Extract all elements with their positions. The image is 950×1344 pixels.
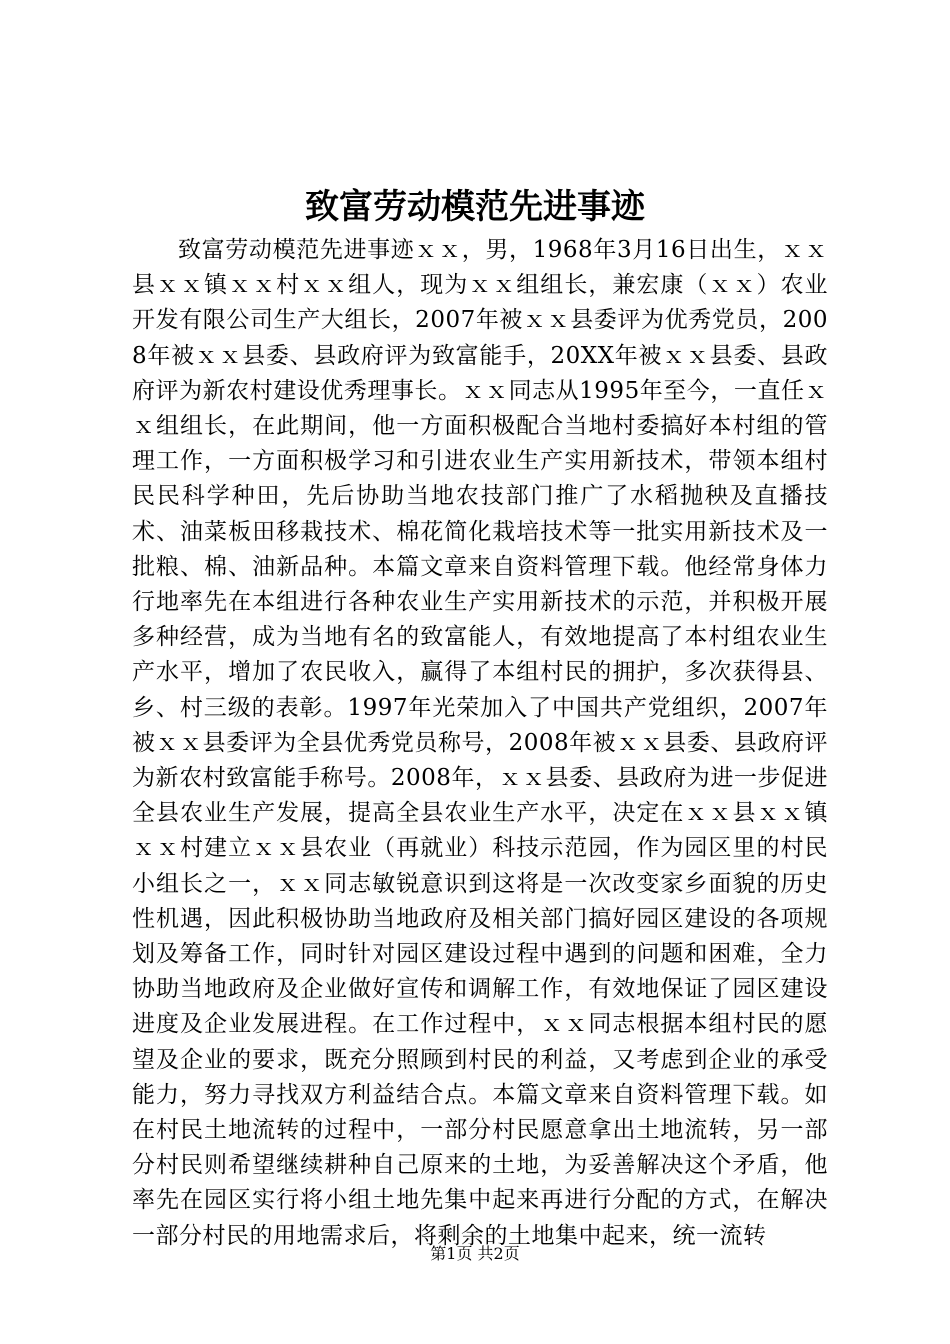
document-body-paragraph: 致富劳动模范先进事迹ｘｘ，男，1968年3月16日出生，ｘｘ县ｘｘ镇ｘｘ村ｘｘ组人，现为ｘｘ组组长，兼宏康（ｘｘ）农业开发有限公司生产大组长，2007年被ｘｘ县委评为优秀党员，2008年被ｘｘ县委、县政府评为致富能手，20XX年被ｘｘ县委、县政府评为新农村建设优秀理事长。ｘｘ同志从1995年至今，一直任ｘｘ组组长，在此期间，他一方面积极配合当地村委搞好本村组的管理工作，一方面积极学习和引进农业生产实用新技术，带领本组村民民科学种田，先后协助当地农技部门推广了水稻抛秧及直播技术、油菜板田移栽技术、棉花简化栽培技术等一批实用新技术及一批粮、棉、油新品种。本篇文章来自资料管理下载。他经常身体力行地率先在本组进行各种农业生产实用新技术的示范，并积极开展多种经营，成为当地有名的致富能人，有效地提高了本村组农业生产水平，增加了农民收入，赢得了本组村民的拥护，多次获得县、乡、村三级的表彰。1997年光荣加入了中国共产党组织，2007年被ｘｘ县委评为全县优秀党员称号，2008年被ｘｘ县委、县政府评为新农村致富能手称号。2008年，ｘｘ县委、县政府为进一步促进全县农业生产发展，提高全县农业生产水平，决定在ｘｘ县ｘｘ镇ｘｘ村建立ｘｘ县农业（再就业）科技示范园，作为园区里的村民小组长之一，ｘｘ同志敏锐意识到这将是一次改变家乡面貌的历史性机遇，因此积极协助当地政府及相关部门搞好园区建设的各项规划及筹备工作，同时针对园区建设过程中遇到的问题和困难，全力协助当地政府及企业做好宣传和调解工作，有效地保证了园区建设进度及企业发展进程。在工作过程中，ｘｘ同志根据本组村民的愿望及企业的要求，既充分照顾到村民的利益，又考虑到企业的承受能力，努力寻找双方利益结合点。本篇文章来自资料管理下载。如在村民土地流转的过程中，一部分村民愿意拿出土地流转，另一部分村民则希望继续耕种自己原来的土地，为妥善解决这个矛盾，他率先在园区实行将小组土地先集中起来再进行分配的方式，在解决一部分村民的用地需求后，将剩余的土地集中起来，统一流转	[132, 237, 829, 1249]
page-number-footer: 第1页 共2页	[430, 1244, 520, 1263]
document-title: 致富劳动模范先进事迹	[305, 187, 645, 227]
